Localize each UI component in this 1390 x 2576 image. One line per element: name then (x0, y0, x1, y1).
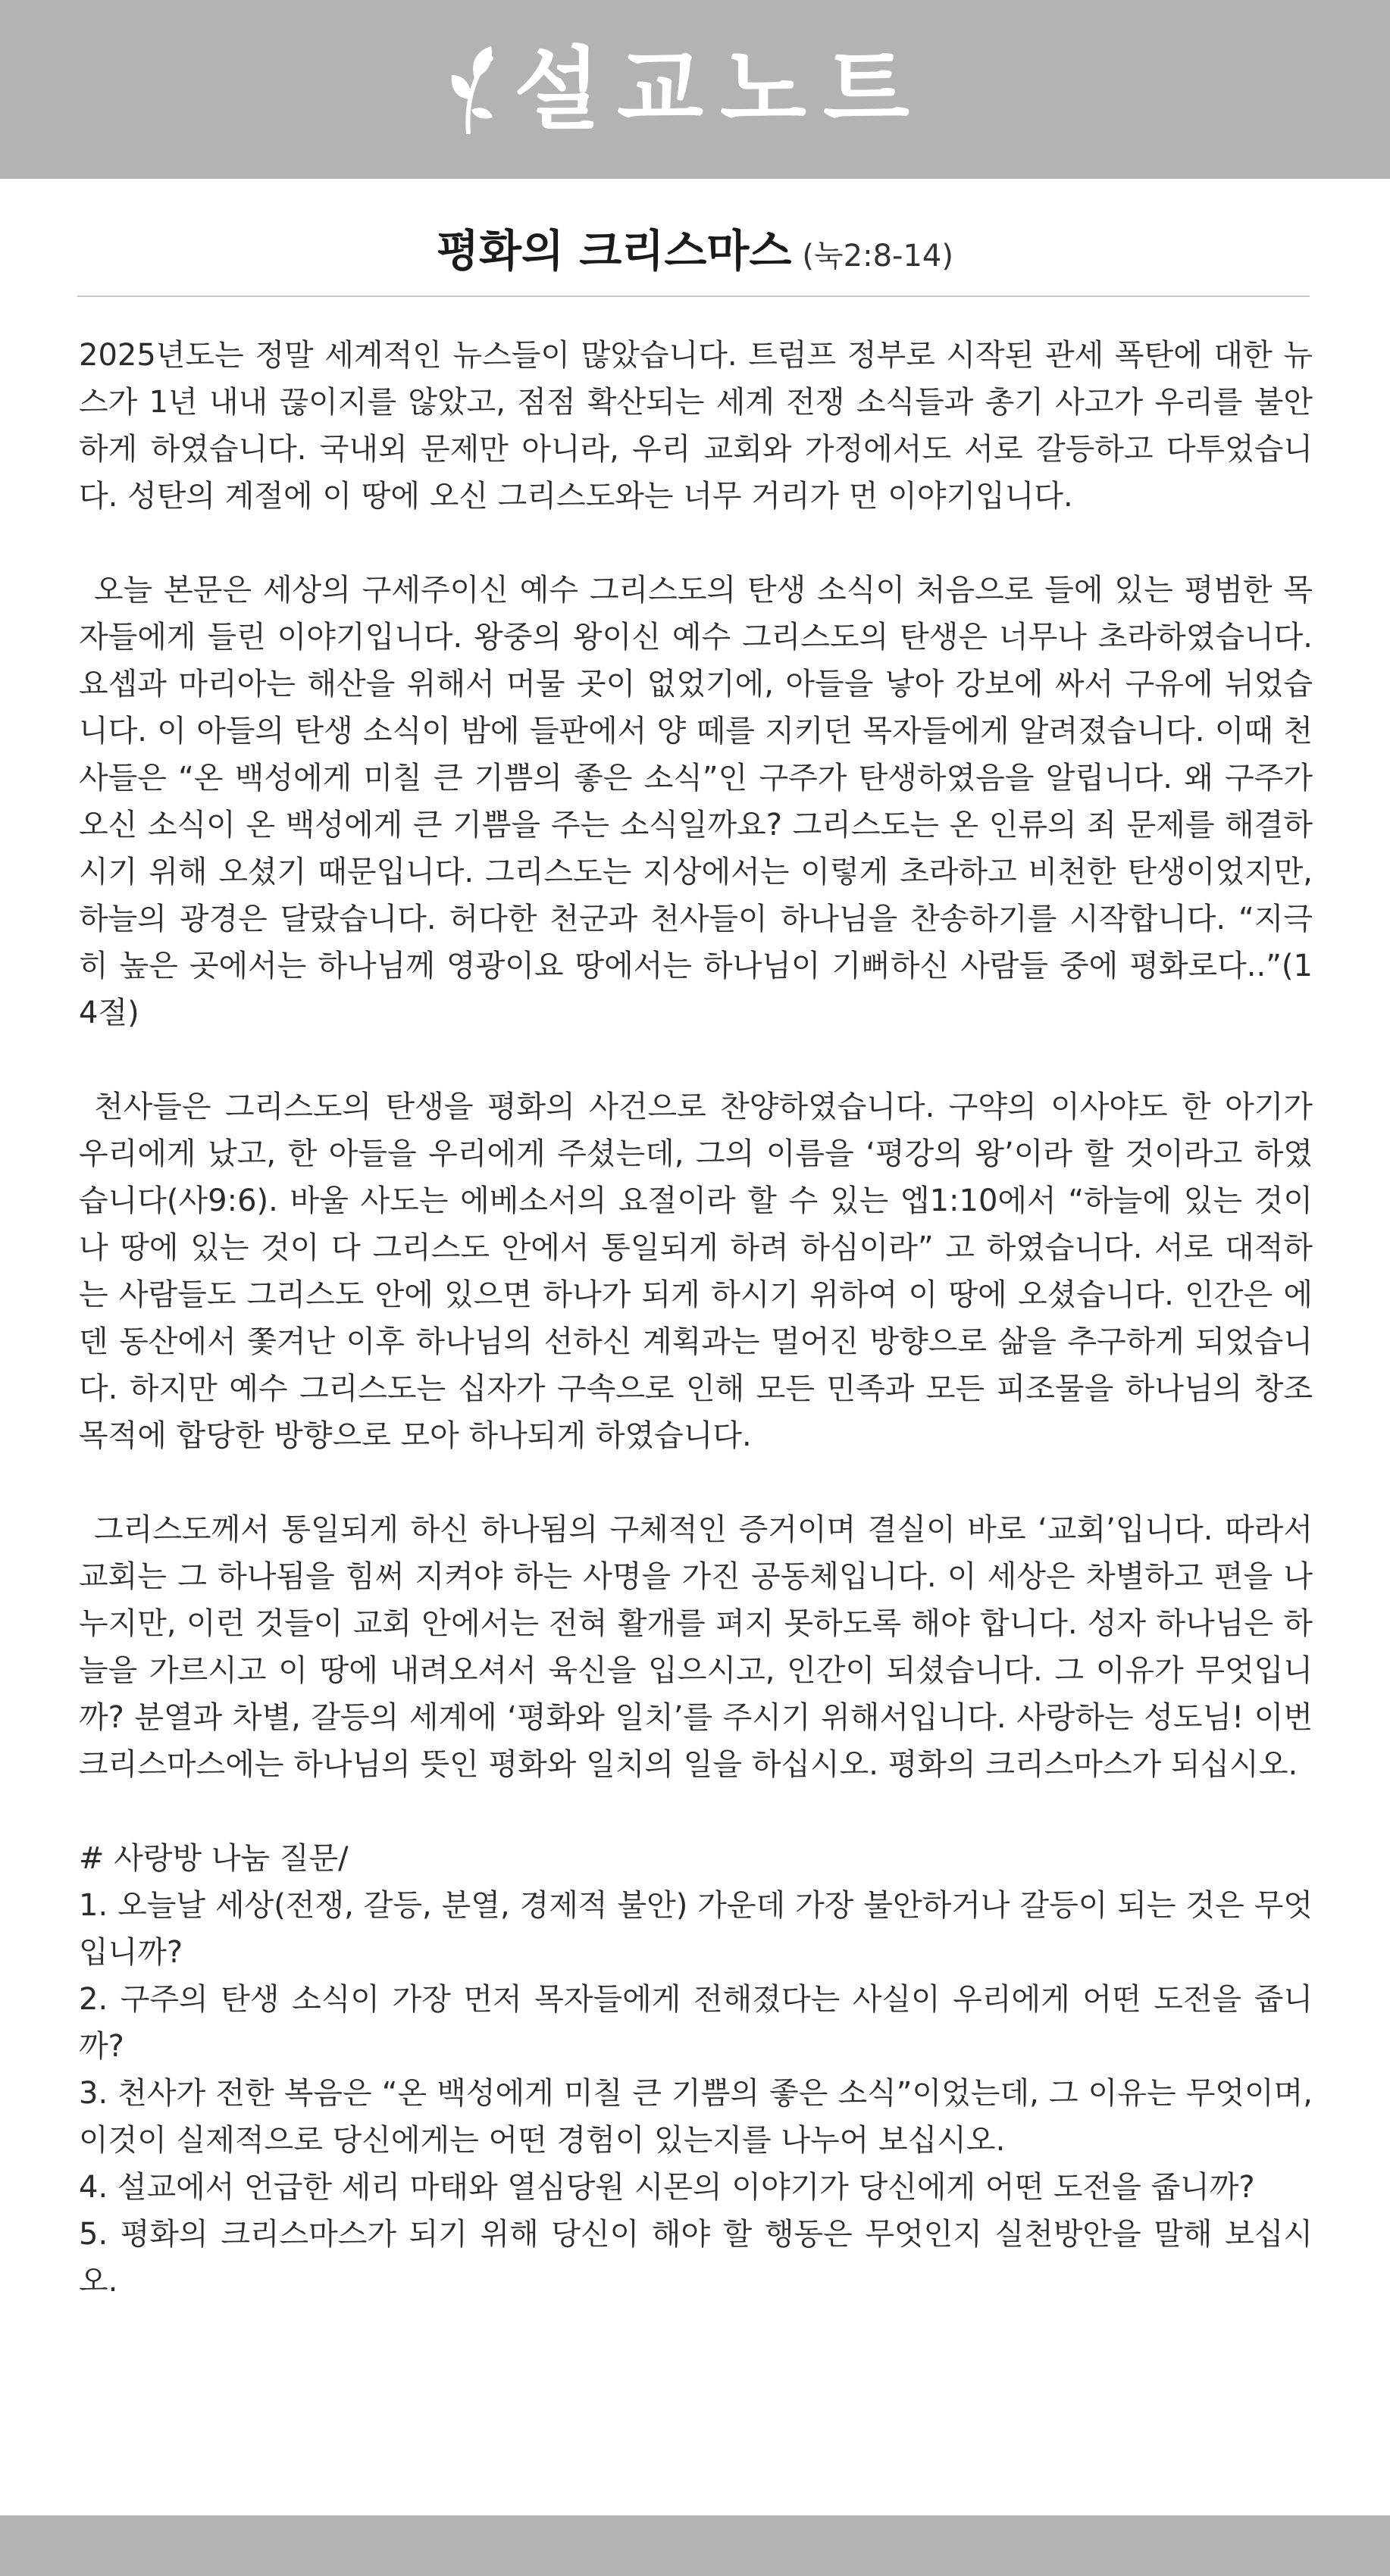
question-item: 5. 평화의 크리스마스가 되기 위해 당신이 해야 할 행동은 무엇인지 실천방안을 말해 보십시오. (79, 2217, 1313, 2299)
paragraph-1: 2025년도는 정말 세계적인 뉴스들이 많았습니다. 트럼프 정부로 시작된 관세 폭탄에 대한 뉴스가 1년 내내 끊이지를 않았고, 점점 확산되는 세계 전쟁 소식들과 총기 사고가 우리를 불안하게 하였습니다. 국내외 문제만 아니라, 우리 교회와 가정에서도 서로 갈등하고 다투었습니다. 성탄의 계절에 이 땅에 오신 그리스도와는 너무 거리가 먼 이야기입니다. (79, 338, 1313, 514)
sermon-body (79, 332, 1313, 2305)
header-title: 설교노트 (514, 37, 926, 142)
footer-band (0, 2515, 1390, 2576)
paragraph-3: 천사들은 그리스도의 탄생을 평화의 사건으로 찬양하였습니다. 구약의 이사야도 한 아기가 우리에게 났고, 한 아들을 우리에게 주셨는데, 그의 이름을 ‘평강의 왕’이라 할 것이라고 하였습니다(사9:6). 바울 사도는 에베소서의 요절이라 할 수 있는 엡1:10에서 “하늘에 있는 것이나 땅에 있는 것이 다 그리스도 안에서 통일되게 하려 하심이라” 고 하였습니다. 서로 대적하는 사람들도 그리스도 안에 있으면 하나가 되게 하시기 위하여 이 땅에 오셨습니다. 인간은 에덴 동산에서 쫓겨난 이후 하나님의 선하신 계획과는 멀어진 방향으로 삶을 추구하게 되었습니다. 하지만 예수 그리스도는 십자가 구속으로 인해 모든 민족과 모든 피조물을 하나님의 창조 목적에 합당한 방향으로 모아 하나되게 하였습니다. (79, 1089, 1313, 1453)
paragraph-2: 오늘 본문은 세상의 구세주이신 예수 그리스도의 탄생 소식이 처음으로 들에 있는 평범한 목자들에게 들린 이야기입니다. 왕중의 왕이신 예수 그리스도의 탄생은 너무나 초라하였습니다. 요셉과 마리아는 해산을 위해서 머물 곳이 없었기에, 아들을 낳아 강보에 싸서 구유에 뉘었습니다. 이 아들의 탄생 소식이 밤에 들판에서 양 떼를 지키던 목자들에게 알려졌습니다. 이때 천사들은 “온 백성에게 미칠 큰 기쁨의 좋은 소식”인 구주가 탄생하였음을 알립니다. 왜 구주가 오신 소식이 온 백성에게 큰 기쁨을 주는 소식일까요? 그리스도는 온 인류의 죄 문제를 해결하시기 위해 오셨기 때문입니다. 그리스도는 지상에서는 이렇게 초라하고 비천한 탄생이었지만, 하늘의 광경은 달랐습니다. 허다한 천군과 천사들이 하나님을 찬송하기를 시작합니다. “지극히 높은 곳에서는 하나님께 영광이요 땅에서는 하나님이 기뻐하신 사람들 중에 평화로다..”(14절) (79, 573, 1313, 1030)
sermon-title (0, 217, 1390, 296)
header-band (0, 0, 1390, 179)
question-item: 2. 구주의 탄생 소식이 가장 먼저 목자들에게 전해졌다는 사실이 우리에게 어떤 도전을 줍니까? (79, 1982, 1313, 2064)
questions-heading: # 사랑방 나눔 질문/ (79, 1841, 349, 1876)
leaf-sprout-icon (449, 45, 494, 134)
paragraph-4: 그리스도께서 통일되게 하신 하나됨의 구체적인 증거이며 결실이 바로 ‘교회’입니다. 따라서 교회는 그 하나됨을 힘써 지켜야 하는 사명을 가진 공동체입니다. 이 세상은 차별하고 편을 나누지만, 이런 것들이 교회 안에서는 전혀 활개를 펴지 못하도록 해야 합니다. 성자 하나님은 하늘을 가르시고 이 땅에 내려오셔서 육신을 입으시고, 인간이 되셨습니다. 그 이유가 무엇입니까? 분열과 차별, 갈등의 세계에 ‘평화와 일치’를 주시기 위해서입니다. 사랑하는 성도님! 이번 크리스마스에는 하나님의 뜻인 평화와 일치의 일을 하십시오. 평화의 크리스마스가 되십시오. (79, 1512, 1313, 1782)
question-item: 1. 오늘날 세상(전쟁, 갈등, 분열, 경제적 불안) 가운데 가장 불안하거나 갈등이 되는 것은 무엇입니까? (79, 1888, 1313, 1970)
sermon-title-main: 평화의 크리스마스 (437, 225, 792, 277)
question-item: 4. 설교에서 언급한 세리 마태와 열심당원 시몬의 이야기가 당신에게 어떤 도전을 줍니까? (79, 2170, 1255, 2205)
title-divider (77, 295, 1310, 297)
discussion-questions (79, 1835, 1313, 2305)
header-brand (449, 37, 926, 142)
question-item: 3. 천사가 전한 복음은 “온 백성에게 미칠 큰 기쁨의 좋은 소식”이었는데, 그 이유는 무엇이며, 이것이 실제적으로 당신에게는 어떤 경험이 있는지를 나누어 보십시오. (79, 2076, 1313, 2158)
scripture-reference: (눅2:8-14) (802, 239, 953, 274)
